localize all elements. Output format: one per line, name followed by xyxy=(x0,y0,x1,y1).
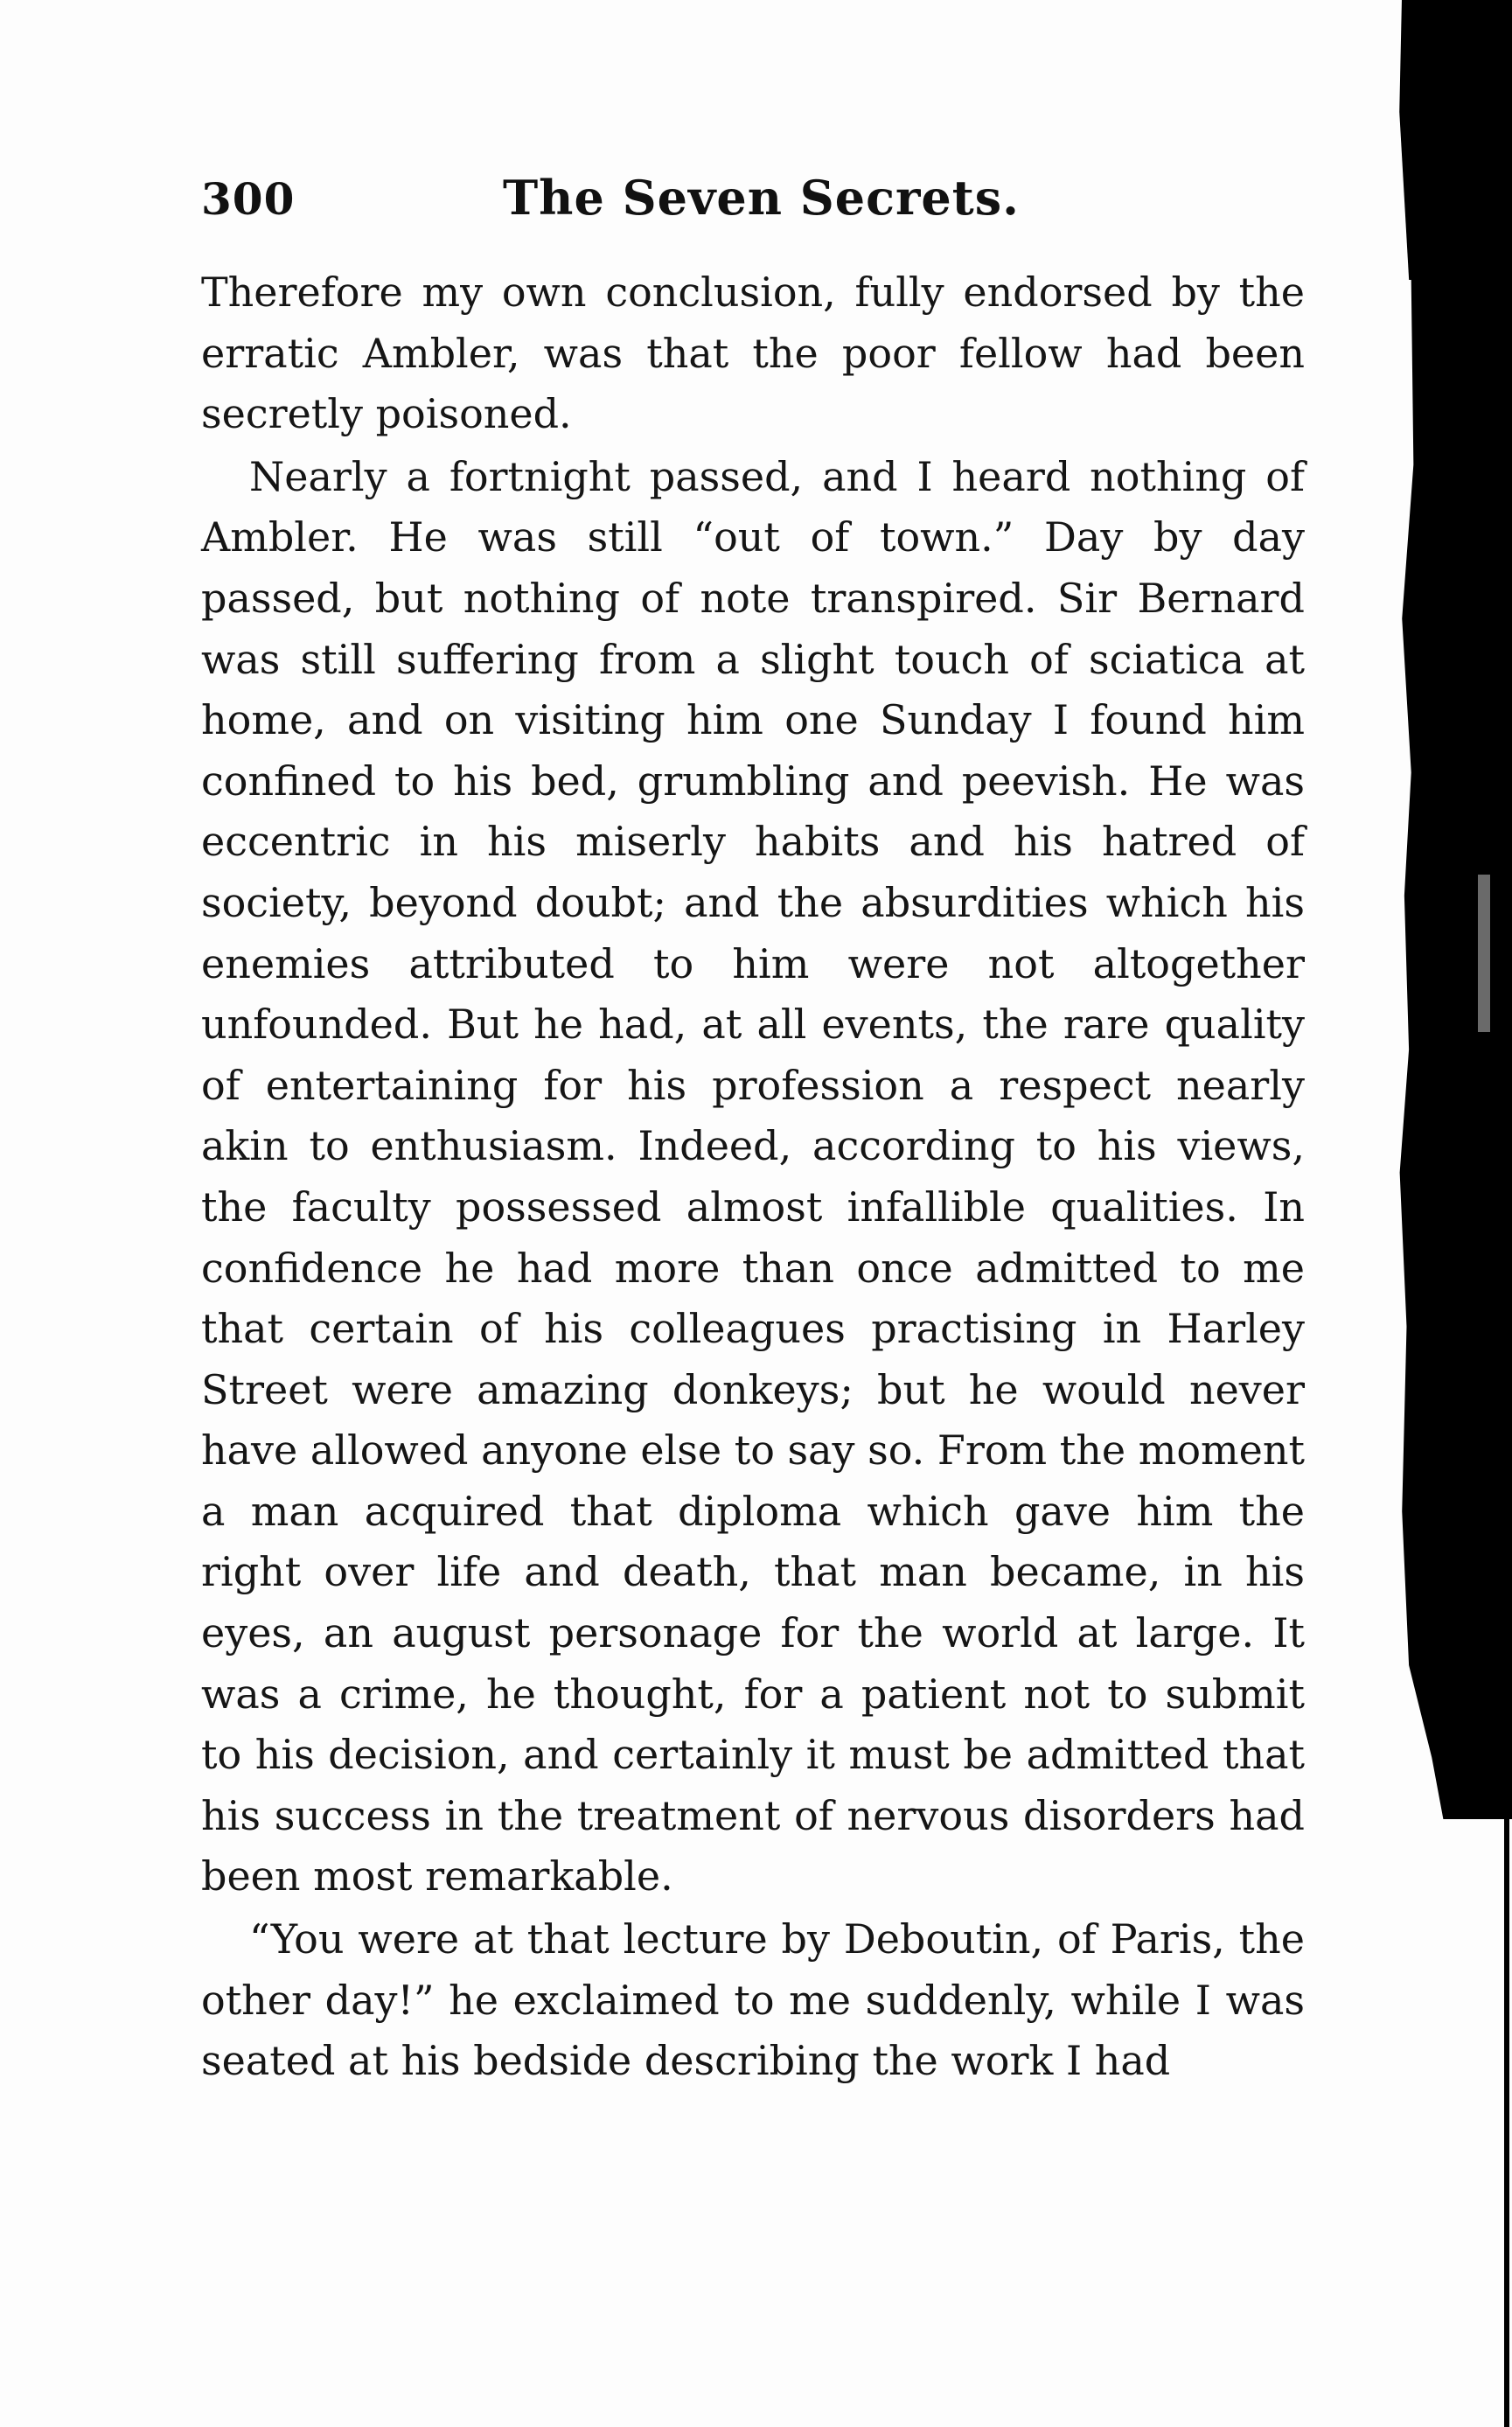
scan-edge-highlight xyxy=(1478,875,1490,1032)
paragraph: Nearly a fortnight passed, and I heard nothing of Ambler. He was still “out of town.” Day by day passed, but nothing of note transpired. Sir Bernard was still suffering from a slight touch of sciatica at home, and on visiting him one Sunday I found him confined to his bed, grumbling and peevish. He was eccentric in his miserly habits and his hatred of society, beyond doubt; and the absurdities which his enemies attributed to him were not altogether unfounded. But he had, at all events, the rare quality of entertaining for his profession a respect nearly akin to enthusiasm. Indeed, according to his views, the faculty possessed almost infallible qualities. In confidence he had more than once admitted to me that certain of his colleagues practising in Harley Street were amazing donkeys; but he would never have allowed anyone else to say so. From the moment a man acquired that diploma which gave him the right over life and death, that man became, in his eyes, an august personage for the world at large. It was a crime, he thought, for a patient not to submit to his decision, and certainly it must be admitted that his success in the treatment of nervous disorders had been most remarkable. xyxy=(201,452,1305,1900)
page-number: 300 xyxy=(201,173,296,225)
scan-edge-middle xyxy=(1397,280,1512,1819)
paragraph: “You were at that lecture by Deboutin, of Paris, the other day!” he exclaimed to me suddenly, while I was seated at his bedside describing the work I had xyxy=(201,1915,1305,2085)
page-header xyxy=(201,170,1303,234)
scan-edge-line xyxy=(1504,1819,1509,2427)
body-text xyxy=(201,262,1305,2094)
running-title: The Seven Secrets. xyxy=(503,170,1020,226)
paragraph-continued: Therefore my own conclusion, fully endorsed by the erratic Ambler, was that the poor fellow had been secretly poisoned. xyxy=(201,269,1305,438)
scan-edge-top xyxy=(1392,0,1512,280)
